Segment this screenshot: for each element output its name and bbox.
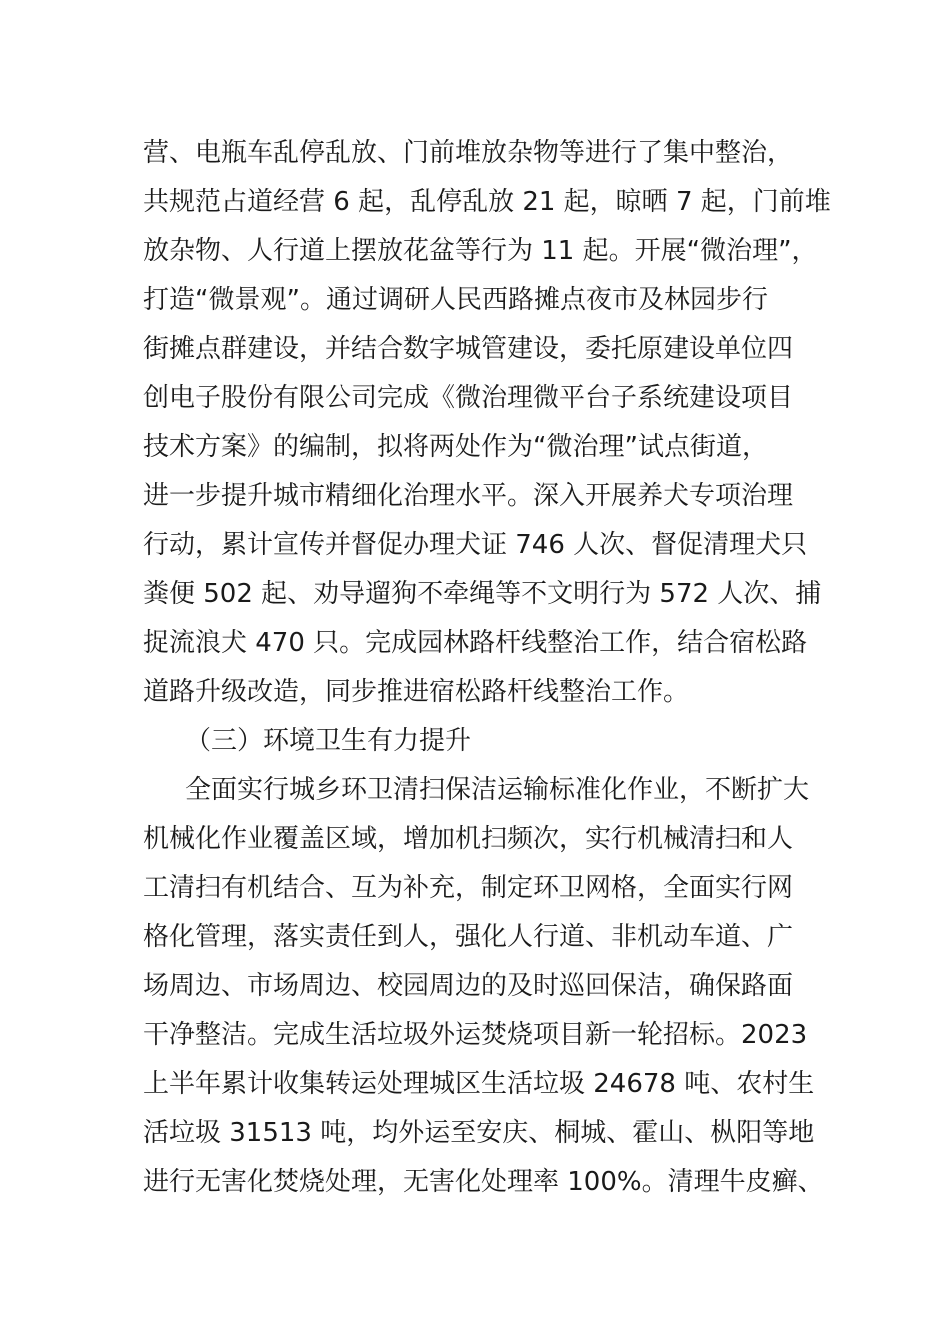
paragraph-line: 粪便 502 起、劝导遛狗不牵绳等不文明行为 572 人次、捕: [143, 579, 822, 609]
paragraph-line: 共规范占道经营 6 起，乱停乱放 21 起，晾晒 7 起，门前堆: [143, 187, 831, 217]
paragraph-line: 街摊点群建设，并结合数字城管建设，委托原建设单位四: [143, 334, 794, 364]
section-heading: （三）环境卫生有力提升: [185, 726, 472, 756]
paragraph-line: 放杂物、人行道上摆放花盆等行为 11 起。开展“微治理”，: [143, 236, 818, 266]
paragraph-line: 活垃圾 31513 吨，均外运至安庆、桐城、霍山、枞阳等地: [143, 1118, 815, 1148]
paragraph-line: 道路升级改造，同步推进宿松路杆线整治工作。: [143, 677, 690, 707]
paragraph-line: 干净整洁。完成生活垃圾外运焚烧项目新一轮招标。2023: [143, 1020, 808, 1050]
paragraph-line: 工清扫有机结合、互为补充，制定环卫网格，全面实行网: [143, 873, 794, 903]
paragraph-line: 场周边、市场周边、校园周边的及时巡回保洁，确保路面: [143, 971, 794, 1001]
paragraph-line: 技术方案》的编制，拟将两处作为“微治理”试点街道，: [143, 432, 768, 462]
paragraph-line: 上半年累计收集转运处理城区生活垃圾 24678 吨、农村生: [143, 1069, 815, 1099]
paragraph-line: 行动，累计宣传并督促办理犬证 746 人次、督促清理犬只: [143, 530, 808, 560]
paragraph-line: 创电子股份有限公司完成《微治理微平台子系统建设项目: [143, 383, 794, 413]
paragraph-line: 进一步提升城市精细化治理水平。深入开展养犬专项治理: [143, 481, 794, 511]
paragraph-line: 进行无害化焚烧处理，无害化处理率 100%。清理牛皮癣、: [143, 1167, 824, 1197]
paragraph-line: 格化管理，落实责任到人，强化人行道、非机动车道、广: [143, 922, 794, 952]
paragraph-line: 打造“微景观”。通过调研人民西路摊点夜市及林园步行: [143, 285, 768, 315]
paragraph-line: 营、电瓶车乱停乱放、门前堆放杂物等进行了集中整治，: [143, 138, 794, 168]
paragraph-line: 机械化作业覆盖区域，增加机扫频次，实行机械清扫和人: [143, 824, 794, 854]
paragraph-line: 捉流浪犬 470 只。完成园林路杆线整治工作，结合宿松路: [143, 628, 808, 658]
paragraph-line: 全面实行城乡环卫清扫保洁运输标准化作业，不断扩大: [185, 775, 810, 805]
